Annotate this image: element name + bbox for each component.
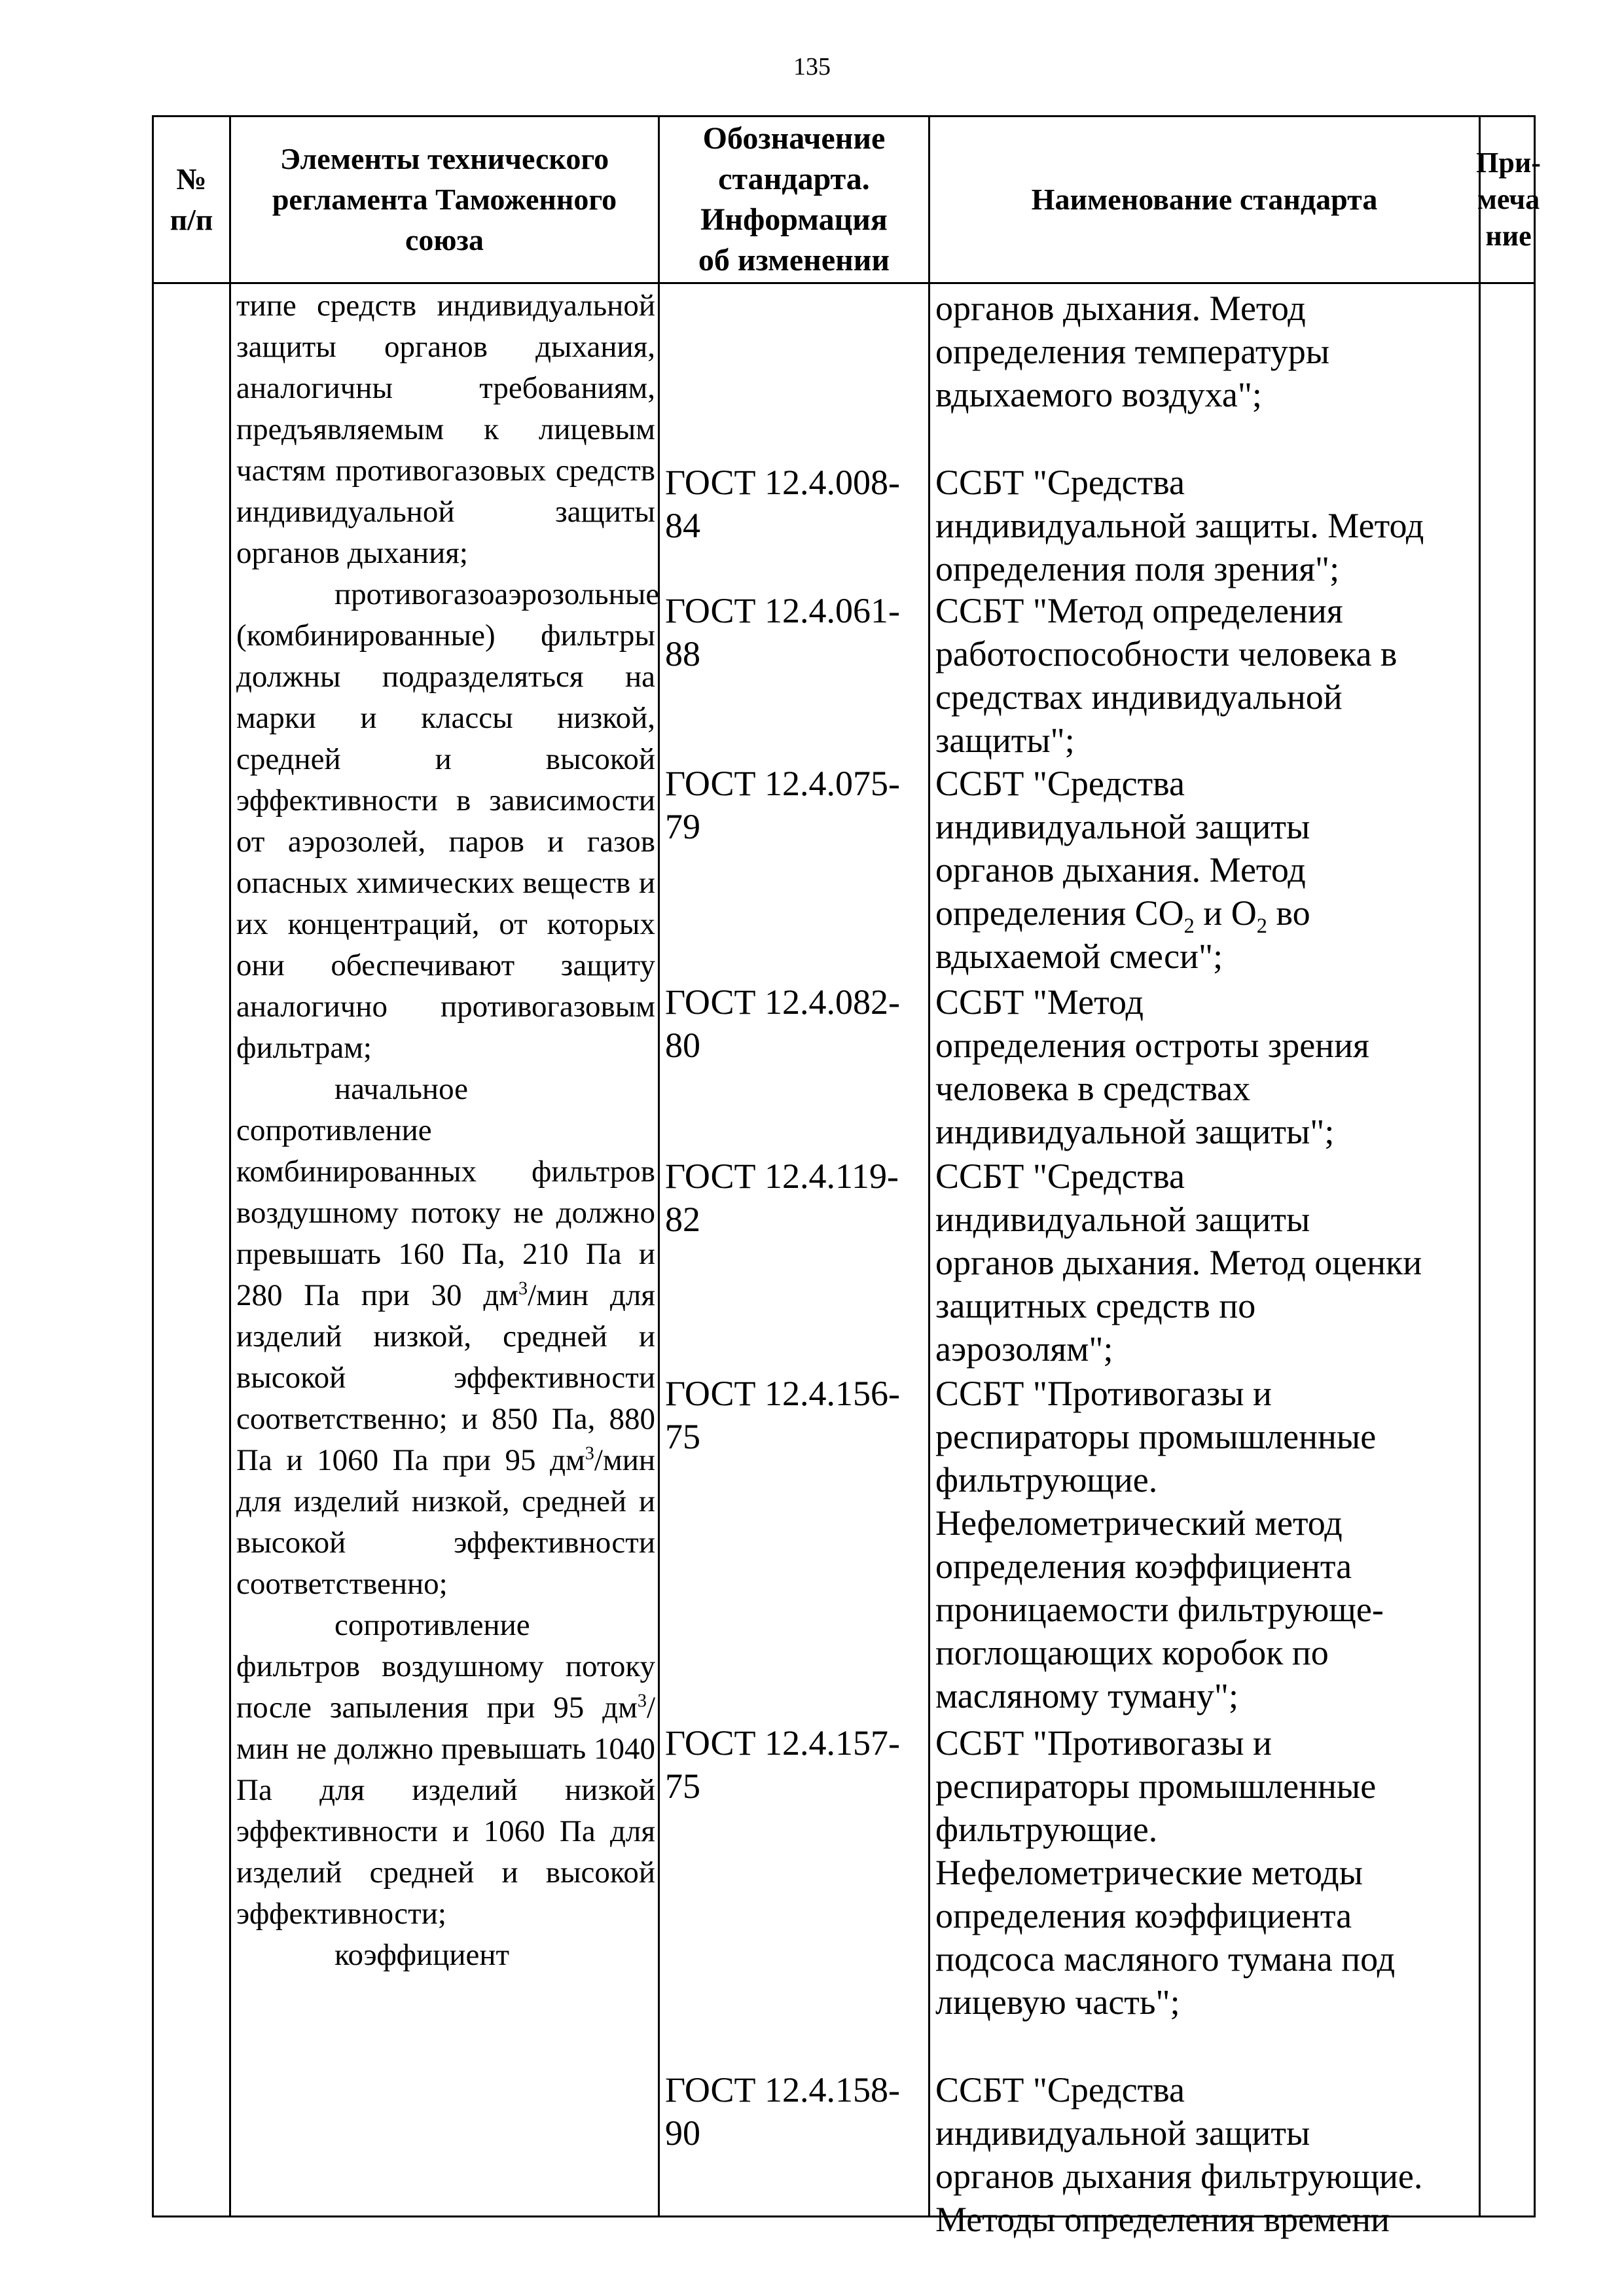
table-body — [152, 284, 1536, 2239]
header-standard-code: Обозначение стандарта. Информация об изменении — [698, 121, 890, 278]
standard-code: ГОСТ 12.4.158- 90 — [665, 2070, 901, 2153]
standard-name: ССБТ "Метод определения работоспособности человека в средствах индивидуальной защиты"; — [935, 591, 1398, 760]
standard-code: ГОСТ 12.4.119- 82 — [665, 1157, 899, 1239]
column-divider — [1479, 284, 1481, 2215]
table-header — [152, 115, 1541, 284]
page-number: 135 — [793, 53, 831, 81]
standard-code: ГОСТ 12.4.075- 79 — [665, 764, 901, 846]
standard-code: ГОСТ 12.4.156- 75 — [665, 1374, 901, 1456]
column-divider — [928, 284, 930, 2215]
elements-paragraph: противогазоаэрозольные (комбинированные) фильтры должны подразделяться на марки и классы низкой, средней и высокой эффективности в зависимости от аэрозолей, паров и газов опасных химических веществ и их концентраций, от которых они обеспечивают защиту аналогично противогазовым фильтрам; — [236, 577, 660, 1065]
standard-code: ГОСТ 12.4.061- 88 — [665, 591, 901, 673]
standard-code: ГОСТ 12.4.008- 84 — [665, 463, 901, 545]
standard-name: ССБТ "Средства индивидуальной защиты органов дыхания фильтрующие. Методы определения времени — [935, 2070, 1423, 2239]
elements-paragraph: сопротивление фильтров воздушному потоку после запыления при 95 $дм^3$/мин не должно превышать 1040 Па для изделий низкой эффективности и 1060 Па для изделий средней и высокой эффективности; — [236, 1608, 655, 1931]
standard-name: ССБТ "Противогазы и респираторы промышленные фильтрующие. Нефелометрический метод определения коэффициента проницаемости фильтрующе- поглощающих коробок по масляному туману"; — [935, 1374, 1384, 1715]
standard-name: органов дыхания. Метод определения температуры вдыхаемого воздуха"; — [935, 289, 1329, 414]
standard-code: ГОСТ 12.4.082- 80 — [665, 982, 901, 1065]
standard-name: ССБТ "Средства индивидуальной защиты. Метод определения поля зрения"; — [935, 463, 1424, 588]
elements-paragraph: начальное сопротивление комбинированных фильтров воздушному потоку не должно превышать 160 Па, 210 Па и 280 Па при 30 $дм^3$/мин для изделий низкой, средней и высокой эффективности соответственно; и 850 Па, 880 Па и 1060 Па при 95 $дм^3$/мин для изделий низкой, средней и высокой эффективности соответственно; — [236, 1072, 656, 1601]
elements-paragraph: типе средств индивидуальной защиты органов дыхания, аналогичны требованиям, предъявляемым к лицевым частям противогазовых средств индивидуальной защиты органов дыхания; — [236, 289, 655, 570]
elements-paragraph: коэффициент — [334, 1938, 510, 1972]
header-standard-name: Наименование стандарта — [1031, 183, 1378, 216]
header-note: При- меча ние — [1476, 147, 1541, 252]
standard-code: ГОСТ 12.4.157- 75 — [665, 1723, 901, 1806]
column-divider — [229, 284, 231, 2215]
header-elements: Элементы технического регламента Таможенного союза — [272, 142, 617, 257]
standard-name: ССБТ "Средства индивидуальной защиты органов дыхания. Метод определения $СО_2$ и $О_2$ во вдыхаемой смеси"; — [935, 764, 1310, 976]
standard-name: ССБТ "Метод определения остроты зрения человека в средствах индивидуальной защиты"; — [935, 982, 1369, 1151]
regulation-elements-text — [236, 285, 660, 1976]
standard-name: ССБТ "Средства индивидуальной защиты органов дыхания. Метод оценки защитных средств по аэрозолям"; — [935, 1157, 1422, 1369]
standard-name: ССБТ "Противогазы и респираторы промышленные фильтрующие. Нефелометрические методы определения коэффициента подсоса масляного тумана под лицевую часть"; — [935, 1723, 1396, 2022]
header-number: № п/п — [170, 162, 213, 236]
